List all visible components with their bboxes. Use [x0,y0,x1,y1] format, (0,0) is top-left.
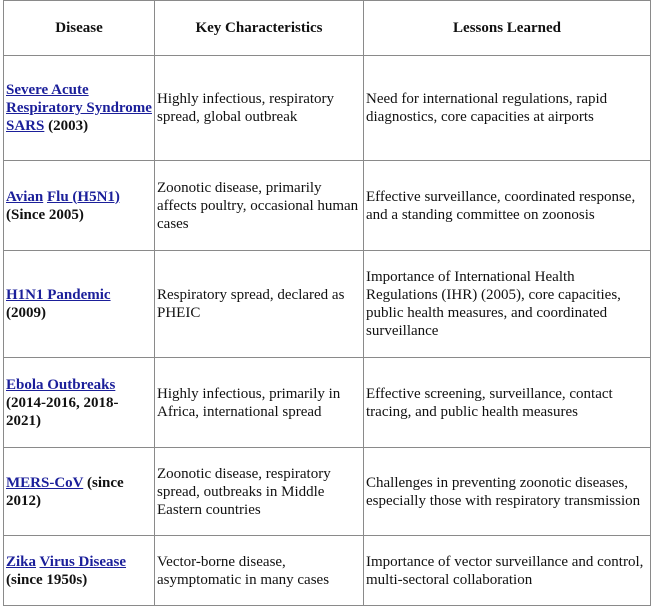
disease-link[interactable]: Avian [6,188,44,205]
disease-lessons-table [3,0,651,606]
disease-cell [4,56,155,161]
disease-link[interactable]: Severe Acute Respiratory Syndrome SARS [6,82,152,134]
key-characteristics-cell: Respiratory spread, declared as PHEIC [155,251,364,358]
disease-link[interactable]: Virus Disease [39,553,127,570]
disease-text: (Since 2005) [6,206,84,223]
key-characteristics-cell: Highly infectious, primarily in Africa, international spread [155,358,364,448]
lessons-learned-cell: Importance of International Health Regulations (IHR) (2005), core capacities, public health measures, and coordinated surveillance [364,251,651,358]
disease-link[interactable]: Flu (H5N1) [46,188,120,205]
disease-link[interactable]: H1N1 Pandemic [6,287,111,303]
disease-text: (since 2012) [6,474,124,509]
lessons-learned-cell: Need for international regulations, rapid diagnostics, core capacities at airports [364,56,651,161]
disease-cell [4,448,155,536]
disease-text: (2009) [6,305,46,321]
disease-cell [4,358,155,448]
key-characteristics-cell: Highly infectious, respiratory spread, global outbreak [155,56,364,161]
header-disease: Disease [4,1,155,56]
header-row [4,1,651,56]
table-row [4,448,651,536]
table-row [4,161,651,251]
key-characteristics-cell: Zoonotic disease, respiratory spread, outbreaks in Middle Eastern countries [155,448,364,536]
key-characteristics-cell: Zoonotic disease, primarily affects poultry, occasional human cases [155,161,364,251]
disease-cell [4,161,155,251]
lessons-learned-cell: Challenges in preventing zoonotic diseases, especially those with respiratory transmission [364,448,651,536]
disease-link[interactable]: Zika [6,553,37,570]
key-characteristics-cell: Vector-borne disease, asymptomatic in many cases [155,536,364,606]
table-row [4,56,651,161]
table-row [4,251,651,358]
disease-text: (since 1950s) [6,571,88,588]
lessons-learned-cell: Effective screening, surveillance, contact tracing, and public health measures [364,358,651,448]
header-key-characteristics: Key Characteristics [155,1,364,56]
table-row [4,536,651,606]
disease-text: (2003) [44,118,89,134]
table-row [4,358,651,448]
disease-link[interactable]: Ebola Outbreaks [6,376,116,393]
disease-text: (2014-2016, 2018-2021) [6,394,119,429]
disease-cell [4,251,155,358]
lessons-learned-cell: Effective surveillance, coordinated response, and a standing committee on zoonosis [364,161,651,251]
header-lessons-learned: Lessons Learned [364,1,651,56]
lessons-learned-cell: Importance of vector surveillance and control, multi-sectoral collaboration [364,536,651,606]
disease-link[interactable]: MERS-CoV [6,474,84,491]
disease-cell [4,536,155,606]
